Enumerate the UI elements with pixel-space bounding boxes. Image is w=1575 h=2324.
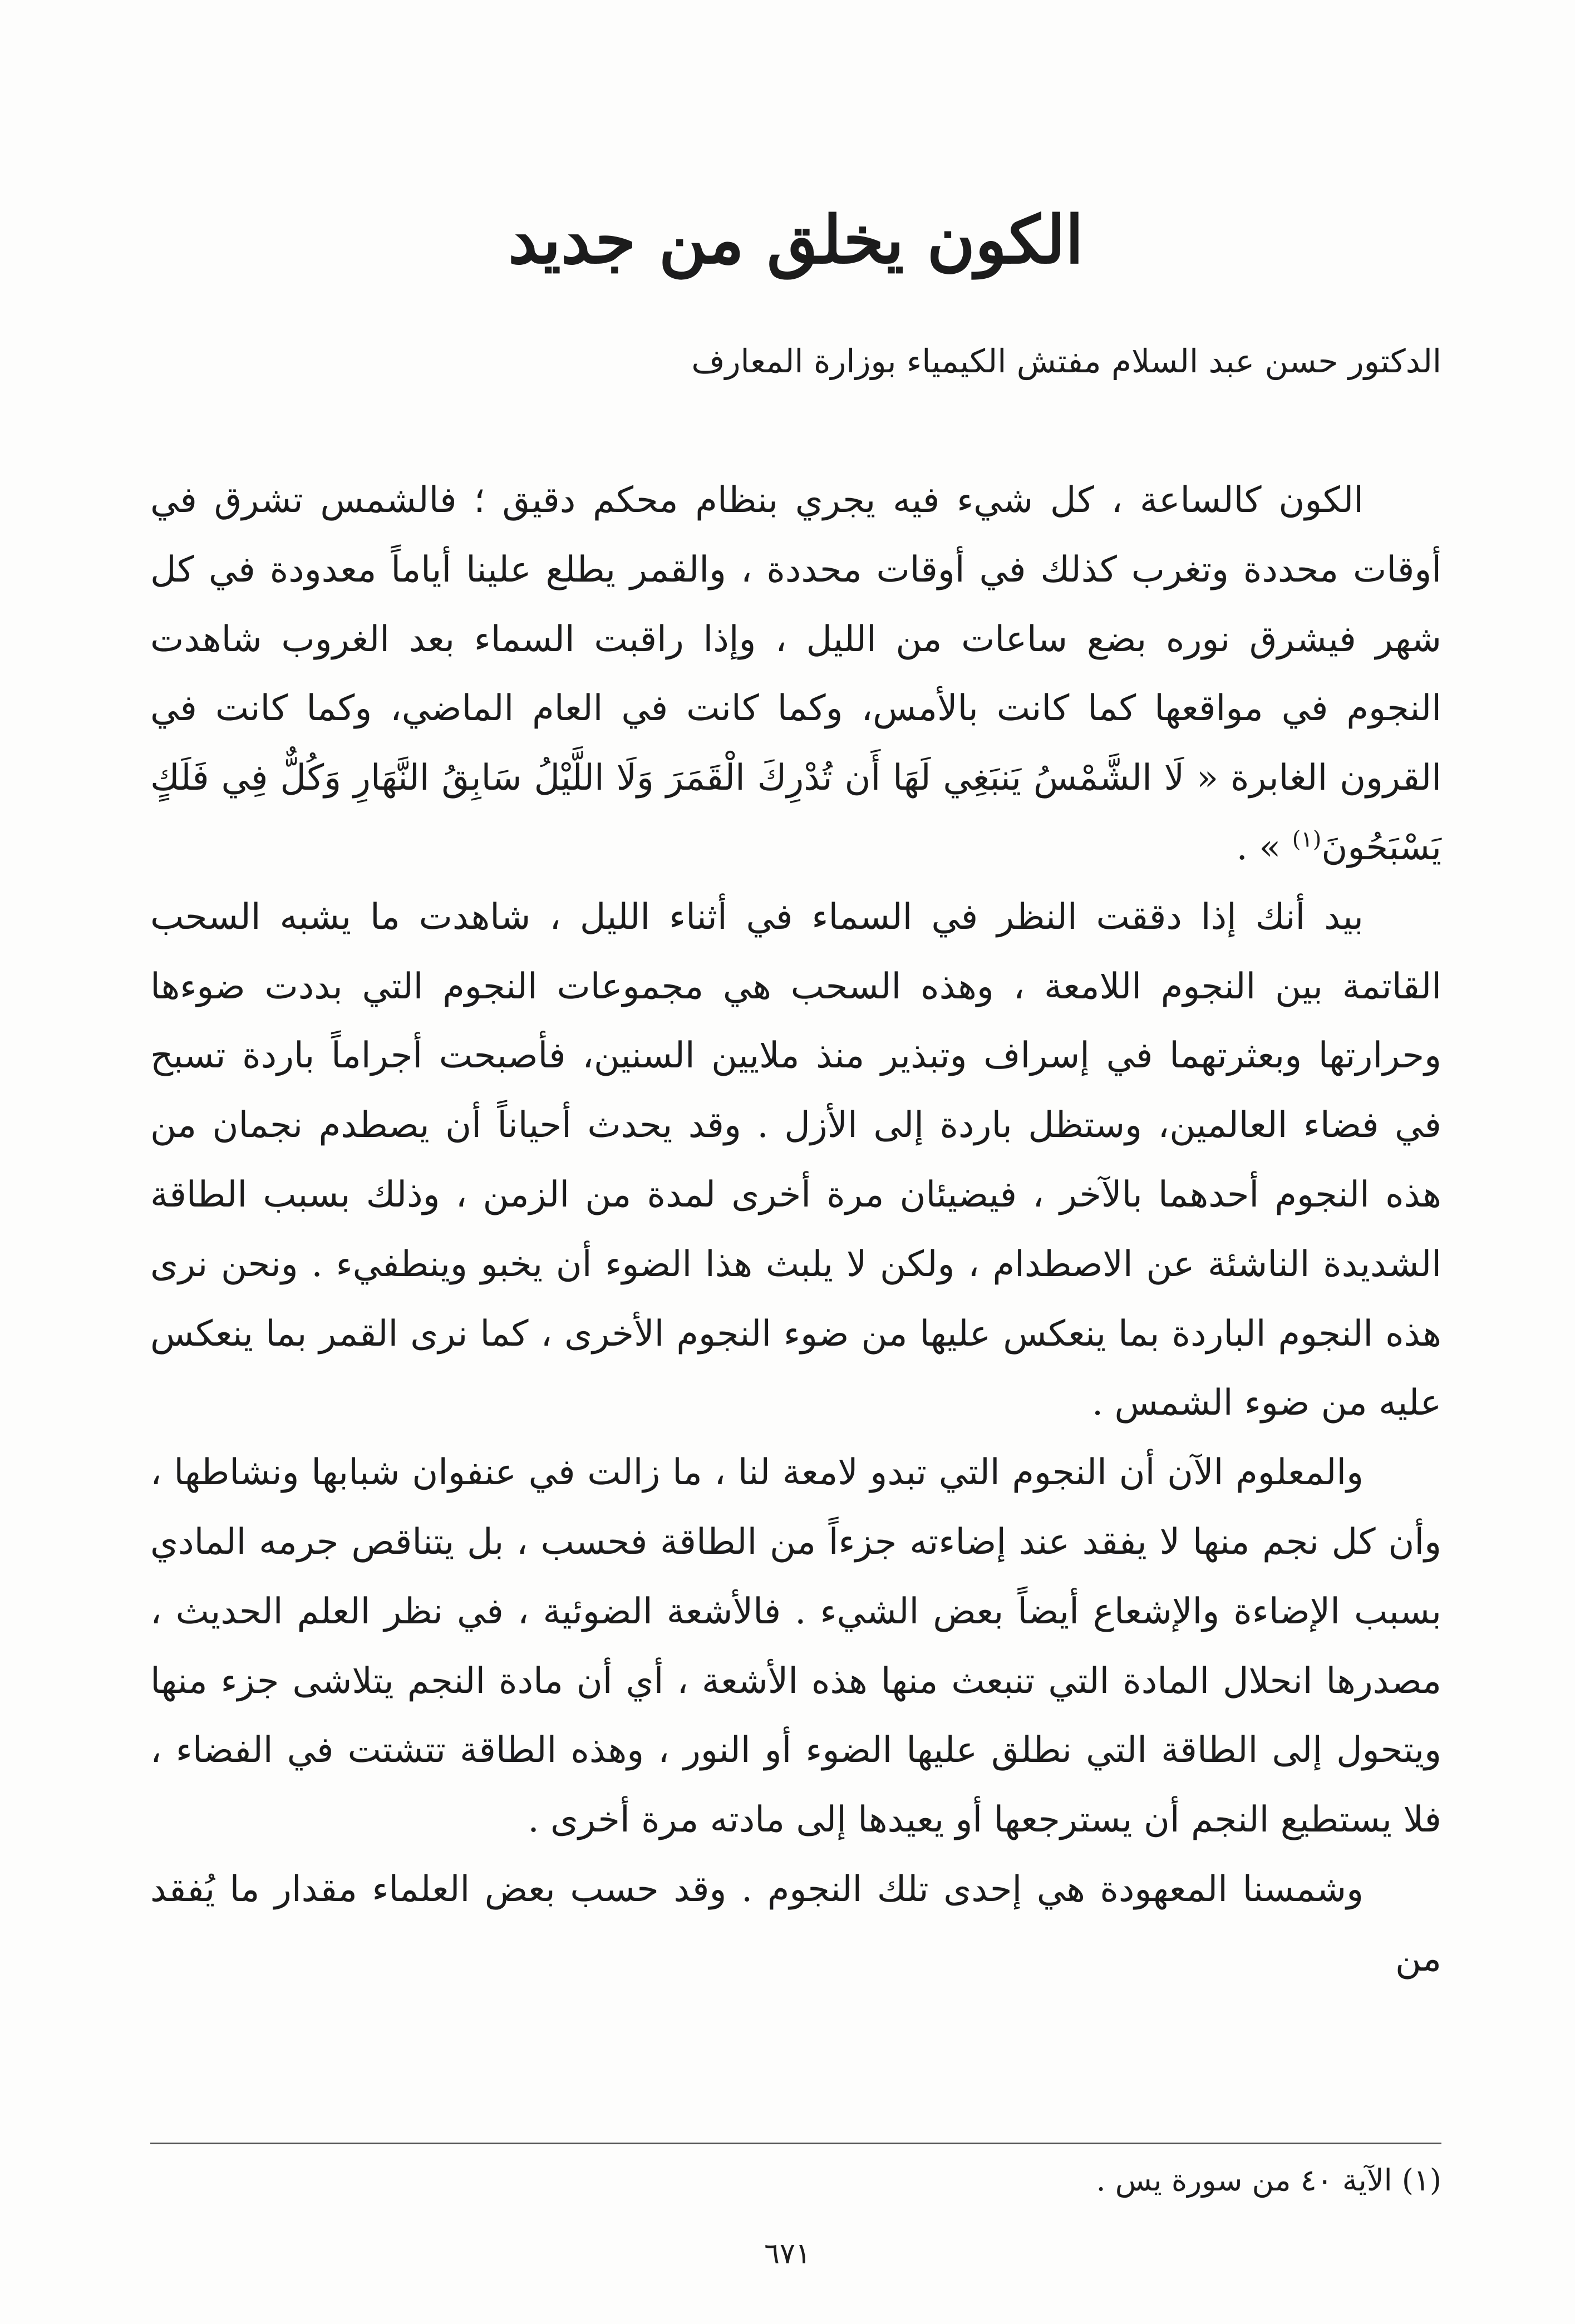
- paragraph-4: وشمسنا المعهودة هي إحدى تلك النجوم . وقد حسب بعض العلماء مقدار ما يُفقد من: [150, 1868, 1441, 1980]
- footnote-divider: [150, 2143, 1441, 2144]
- paragraph-1-text: الكون كالساعة ، كل شيء فيه يجري بنظام محكم دقيق ؛ فالشمس تشرق في أوقات محددة وتغرب كذلك في أوقات محددة ، والقمر يطلع علينا أياماً معدودة في كل شهر فيشرق نوره بضع ساعات من الليل ، وإذا راقبت السماء بعد الغروب شاهدت النجوم في مواقعها كما كانت بالأمس، وكما كانت في العام الماضي، وكما كانت في القرون الغابرة: [150, 479, 1442, 799]
- footnote: (١) الآية ٤٠ من سورة يس .: [1096, 2163, 1441, 2198]
- quran-quote-end: » .: [1236, 826, 1292, 868]
- paragraph-1: [150, 466, 1441, 883]
- article: [150, 200, 1441, 1994]
- quran-quote: « لَا الشَّمْسُ يَنبَغِي لَهَا أَن تُدْرِكَ الْقَمَرَ وَلَا اللَّيْلُ سَابِقُ النَّهَارِ وَكُلٌّ فِي فَلَكٍ يَسْبَحُونَ: [150, 757, 1441, 868]
- footnote-marker: (١): [1292, 826, 1322, 853]
- page-number: ٦٧١: [764, 2237, 811, 2271]
- article-title: الكون يخلق من جديد: [508, 201, 1084, 278]
- paragraph-2: بيد أنك إذا دققت النظر في السماء في أثناء الليل ، شاهدت ما يشبه السحب القاتمة بين النجوم اللامعة ، وهذه السحب هي مجموعات النجوم التي بددت ضوءها وحرارتها وبعثرتهما في إسراف وتبذير منذ ملايين السنين، فأصبحت أجراماً باردة تسبح في فضاء العالمين، وستظل باردة إلى الأزل . وقد يحدث أحياناً أن يصطدم نجمان من هذه النجوم أحدهما بالآخر ، فيضيئان مرة أخرى لمدة من الزمن ، وذلك بسبب الطاقة الشديدة الناشئة عن الاصطدام ، ولكن لا يلبث هذا الضوء أن يخبو وينطفيء . ونحن نرى هذه النجوم الباردة بما ينعكس عليها من ضوء النجوم الأخرى ، كما نرى القمر بما ينعكس عليه من ضوء الشمس .: [150, 896, 1442, 1424]
- paragraph-3: والمعلوم الآن أن النجوم التي تبدو لامعة لنا ، ما زالت في عنفوان شبابها ونشاطها ، وأن كل نجم منها لا يفقد عند إضاءته جزءاً من الطاقة فحسب ، بل يتناقص جرمه المادي بسبب الإضاءة والإشعاع أيضاً بعض الشيء . فالأشعة الضوئية ، في نظر العلم الحديث ، مصدرها انحلال المادة التي تنبعث منها هذه الأشعة ، أي أن مادة النجم يتلاشى جزء منها ويتحول إلى الطاقة التي نطلق عليها الضوء أو النور ، وهذه الطاقة تتشتت في الفضاء ، فلا يستطيع النجم أن يسترجعها أو يعيدها إلى مادته مرة أخرى .: [150, 1452, 1442, 1841]
- author-byline: الدكتور حسن عبد السلام مفتش الكيمياء بوزارة المعارف: [691, 342, 1441, 380]
